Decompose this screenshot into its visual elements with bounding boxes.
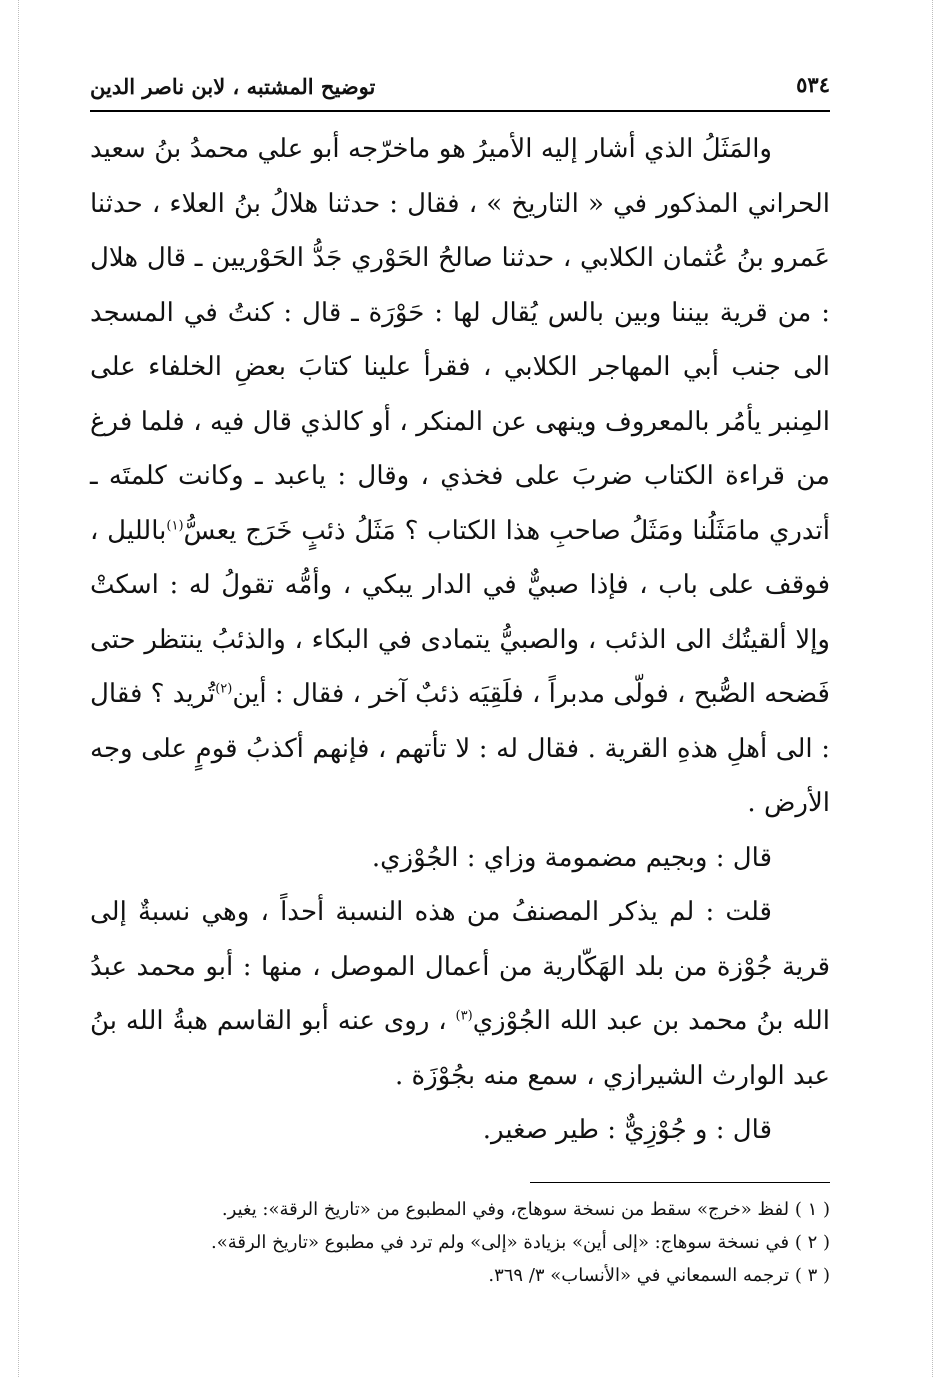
text-segment: تُريد ؟ فقال : الى أهلِ هذهِ القرية . فقال له : لا تأتهم ، فإنهم أكذبُ قومٍ على وجه الأرض . [90,679,830,818]
running-title: توضيح المشتبه ، لابن ناصر الدين [90,74,376,99]
footnotes [90,1193,830,1292]
footnote-2: ( ٢ ) في نسخة سوهاج: «إلى أين» بزيادة «إلى» ولم ترد في مطبوع «تاريخ الرقة». [211,1231,830,1253]
paragraph-bird: قال : و جُوْزِيٌّ : طير صغير. [482,1115,772,1145]
text-segment: بالليل ، فوقف على باب ، فإذا صبيٌّ في الدار يبكي ، وأمُّه تقولُ له : اسكتْ وإلا ألقيتُك الى الذئب ، والصبيُّ يتمادى في البكاء ، والذئبُ ينتظر حتى فَضحه الصُّبح ، فولّى مدبراً ، فلَقِيَه ذئبٌ آخر ، فقال : أين [90,515,830,709]
main-text [90,122,830,1158]
page-number: ٥٣٤ [796,72,830,97]
footnote-1: ( ١ ) لفظ «خرج» سقط من نسخة سوهاج، وفي المطبوع من «تاريخ الرقة»: يغير. [221,1198,830,1220]
scan-edge-left [18,0,19,1377]
text-segment: والمَثَلُ الذي أشار إليه الأميرُ هو ماخرّجه أبو علي محمدُ بنُ سعيد الحراني المذكور في « التاريخ » ، فقال : حدثنا هلالُ بنُ العلاء ، حدثنا عَمرو بنُ عُثمان الكلابي ، حدثنا صالحُ الحَوْري جَدُّ الحَوْريين ـ قال هلال : من قرية بيننا وبين بالس يُقال لها : حَوْرَة ـ قال : كنتُ في المسجد الى جنب أبي المهاجر الكلابي ، فقرأ علينا كتابَ بعضِ الخلفاء على المِنبر يأمُر بالمعروف وينهى عن المنكر ، أو كالذي قال فيه ، فلما فرغ من قراءة الكتاب ضربَ على فخذي ، وقال : ياعبد ـ وكانت كلمتَه ـ أتدري مامَثَلُنا ومَثَلُ صاحبِ هذا الكتاب ؟ مَثَلُ ذئبٍ خَرَج يعسُّ [90,134,831,546]
paragraph-jawzi: قال : وبجيم مضمومة وزاي : الجُوْزي. [371,842,772,873]
scan-edge-right [932,0,933,1377]
paragraph-qultu [90,885,830,1103]
text-segment: ، روى عنه أبو القاسم هبةُ الله بنُ عبد الوارث الشيرازي ، سمع منه بجُوْزَة . [90,1006,830,1091]
header-rule [90,110,830,112]
text-segment: قلت : لم يذكر المصنفُ من هذه النسبة أحداً ، وهي نسبةٌ إلى قرية جُوْزة من بلد الهَكّارية من أعمال الموصل ، منها : أبو محمد عبدُ الله بنُ محمد بن عبد الله الجُوْزي [90,897,831,1036]
footnote-ref-2: (٢) [215,681,233,697]
footnote-rule [530,1182,830,1183]
book-page [90,72,830,1362]
running-header [90,72,830,102]
footnote-ref-1: (١) [166,517,184,533]
footnote-ref-3: (٣) [455,1008,473,1024]
footnote-3: ( ٣ ) ترجمه السمعاني في «الأنساب» ٣/ ٣٦٩. [488,1264,830,1286]
paragraph-mathal [90,122,830,831]
